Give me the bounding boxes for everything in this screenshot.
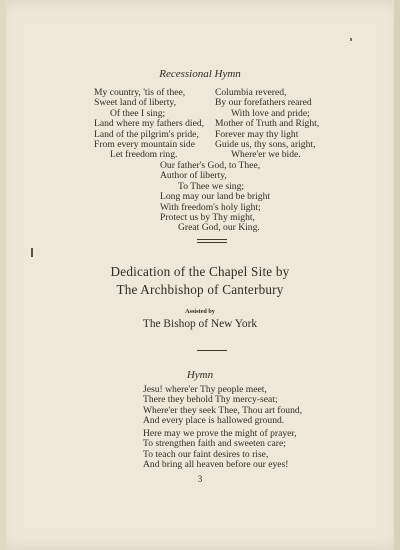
recessional-stanza-1 bbox=[94, 88, 204, 161]
recessional-stanza-2 bbox=[215, 88, 319, 161]
recessional-hymn-title: Recessional Hymn bbox=[159, 68, 241, 80]
hymn-stanza-2 bbox=[143, 429, 297, 471]
dedication-heading: Dedication of the Chapel Site by bbox=[110, 264, 290, 279]
verse-line: There they behold Thy mercy-seat; bbox=[143, 394, 278, 406]
page-number: 3 bbox=[197, 474, 203, 484]
verse-line: And every place is hallowed ground. bbox=[143, 415, 285, 427]
hymn-stanza-1 bbox=[143, 385, 302, 427]
verse-line: And bring all heaven before our eyes! bbox=[143, 459, 289, 471]
verse-line: Of thee I sing; bbox=[110, 107, 166, 119]
verse-line: Protect us by Thy might, bbox=[160, 212, 255, 224]
verse-line: Where'er they seek Thee, Thou art found, bbox=[143, 404, 303, 416]
verse-line: Forever may thy light bbox=[215, 128, 299, 140]
verse-line: From every mountain side bbox=[94, 139, 195, 151]
verse-line: To teach our faint desires to rise, bbox=[143, 448, 269, 460]
bishop-heading: The Bishop of New York bbox=[142, 318, 258, 330]
verse-line: Guide us, thy sons, aright, bbox=[215, 139, 316, 151]
verse-line: With love and pride; bbox=[231, 107, 310, 119]
verse-line: Jesu! where'er Thy people meet, bbox=[143, 384, 267, 395]
verse-line: By our forefathers reared bbox=[215, 97, 312, 109]
archbishop-heading: The Archbishop of Canterbury bbox=[116, 282, 284, 297]
verse-line: To strengthen faith and sweeten care; bbox=[143, 438, 286, 450]
verse-line: Here may we prove the might of prayer, bbox=[143, 428, 297, 439]
verse-line: Mother of Truth and Right, bbox=[215, 118, 320, 130]
verse-line: Author of liberty, bbox=[160, 170, 227, 182]
verse-line: Land where my fathers died, bbox=[94, 118, 205, 130]
verse-line: Our father's God, to Thee, bbox=[160, 160, 261, 171]
verse-line: Land of the pilgrim's pride, bbox=[94, 128, 199, 140]
verse-line: Columbia revered, bbox=[215, 87, 287, 98]
recessional-stanza-3 bbox=[160, 161, 270, 234]
separator-rule bbox=[197, 350, 227, 351]
corner-tick-mark bbox=[350, 38, 352, 41]
separator-rule-bottom bbox=[197, 242, 227, 243]
hymn-title: Hymn bbox=[186, 369, 214, 381]
verse-line: With freedom's holy light; bbox=[160, 201, 261, 213]
verse-line: To Thee we sing; bbox=[178, 180, 245, 192]
verse-line: Let freedom ring. bbox=[110, 149, 178, 161]
assisted-by-label: Assisted by bbox=[185, 308, 215, 315]
verse-line: Long may our land be bright bbox=[160, 191, 271, 203]
verse-line: Where'er we bide. bbox=[231, 149, 301, 161]
verse-line: Sweet land of liberty, bbox=[94, 97, 176, 109]
margin-fold-mark bbox=[31, 248, 33, 257]
separator-rule-top bbox=[197, 239, 227, 240]
verse-line: My country, 'tis of thee, bbox=[94, 87, 186, 98]
verse-line: Great God, our King. bbox=[178, 222, 260, 234]
